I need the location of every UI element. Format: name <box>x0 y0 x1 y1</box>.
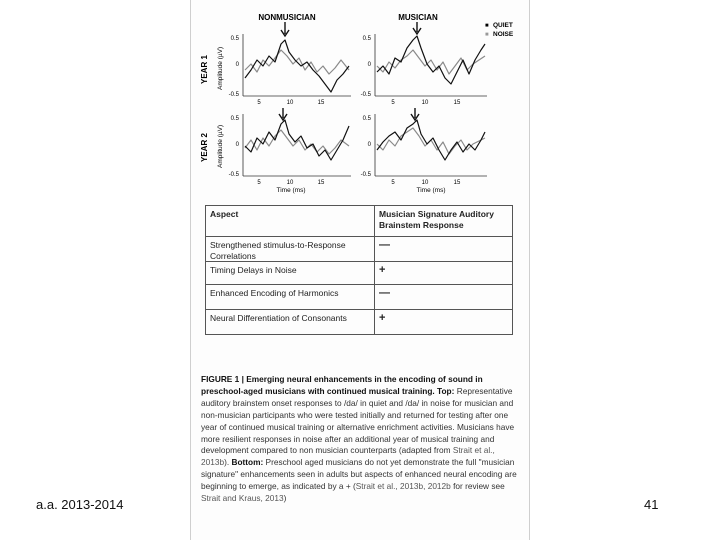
figure-caption <box>201 374 519 505</box>
ylabel-year2: Amplitude (µV) <box>217 124 224 168</box>
slide-number: 41 <box>644 497 659 512</box>
xlabel-right: Time (ms) <box>416 187 446 194</box>
table-row <box>206 261 512 284</box>
title-musician: MUSICIAN <box>398 13 438 22</box>
musician-signature-table <box>205 205 513 335</box>
ytick: 0.5 <box>230 116 239 122</box>
row-mark: + <box>379 312 386 324</box>
caption-text: Preschool aged musicians do not yet demonstrate the full "musician signature" enhancements seen in adults but aspects of enhanced neural encoding are beginning to emerge, as indicated by a + ( <box>201 457 517 492</box>
ytick: -0.5 <box>228 92 239 98</box>
ytick: -0.5 <box>228 172 239 178</box>
row-label-year1: YEAR 1 <box>200 55 209 84</box>
xtick: 5 <box>391 180 395 186</box>
xtick: 15 <box>317 180 325 186</box>
xtick: 10 <box>421 180 429 186</box>
ytick: 0.5 <box>362 36 371 42</box>
xtick: 5 <box>257 100 261 106</box>
ytick: -0.5 <box>360 172 371 178</box>
ytick: 0.5 <box>362 116 371 122</box>
svg-text:■: ■ <box>485 23 489 29</box>
header-aspect: Aspect <box>206 206 375 236</box>
table-row <box>206 284 512 309</box>
xtick: 10 <box>286 180 294 186</box>
xtick: 5 <box>391 100 395 106</box>
course-year: a.a. 2013-2014 <box>36 497 124 512</box>
row-mark: — <box>379 239 390 251</box>
xtick: 10 <box>421 100 429 106</box>
ytick: 0 <box>367 62 371 68</box>
row-aspect: Strengthened stimulus-to-Response Correlations <box>206 237 375 261</box>
svg-text:■: ■ <box>485 32 489 38</box>
xlabel-left: Time (ms) <box>276 187 306 194</box>
xtick: 5 <box>257 180 261 186</box>
row-label-year2: YEAR 2 <box>200 133 209 162</box>
xtick: 15 <box>453 180 461 186</box>
waveform-quiet <box>245 120 349 160</box>
row-aspect: Timing Delays in Noise <box>206 262 375 284</box>
legend <box>485 22 514 38</box>
citation[interactable]: Strait et al., 2013b, 2012b <box>355 481 451 492</box>
row-mark: + <box>379 264 386 276</box>
ytick: 0 <box>235 142 239 148</box>
peak-arrows <box>279 22 421 120</box>
waveform-noise <box>377 128 485 154</box>
ytick: 0.5 <box>230 36 239 42</box>
waveform-quiet <box>377 120 485 160</box>
xtick: 10 <box>286 100 294 106</box>
waveform-plots <box>191 0 529 198</box>
caption-text: ) <box>283 493 287 504</box>
header-response: Musician Signature Auditory Brainstem Response <box>379 209 494 230</box>
row-aspect: Enhanced Encoding of Harmonics <box>206 285 375 309</box>
table-row <box>206 236 512 261</box>
ytick: -0.5 <box>360 92 371 98</box>
caption-title: FIGURE 1 | Emerging neural enhancements in the encoding of sound in preschool-aged musicians with continued musical training. Top: <box>201 374 483 396</box>
row-aspect: Neural Differentiation of Consonants <box>206 310 375 334</box>
row-mark: — <box>379 287 390 299</box>
xtick: 15 <box>317 100 325 106</box>
caption-text: Representative auditory brainstem onset responses to /da/ in quiet and /da/ in noise for musician and non-musician participants who were tested initially and returned for testing after one year of continued musical training or alternative enrichment activities. Musicians have more resilient responses in noise after an additional year of musical training and development compared to non musician counterparts (adapted from <box>201 385 515 456</box>
citation[interactable]: Strait and Kraus, 2013 <box>201 493 284 504</box>
table-header-row <box>206 206 512 236</box>
legend-noise: NOISE <box>493 31 514 38</box>
citation[interactable]: Strait et al., 2013b <box>201 445 495 468</box>
table-row <box>206 309 512 334</box>
figure-panel <box>190 0 530 540</box>
ylabel-year1: Amplitude (µV) <box>217 46 224 90</box>
ytick: 0 <box>367 142 371 148</box>
title-nonmusician: NONMUSICIAN <box>258 13 316 22</box>
caption-bottom-label: Bottom: <box>231 457 264 468</box>
xtick: 15 <box>453 100 461 106</box>
legend-quiet: QUIET <box>493 22 513 29</box>
ytick: 0 <box>235 62 239 68</box>
caption-text: ). <box>224 457 232 468</box>
caption-text: for review see <box>450 481 505 492</box>
